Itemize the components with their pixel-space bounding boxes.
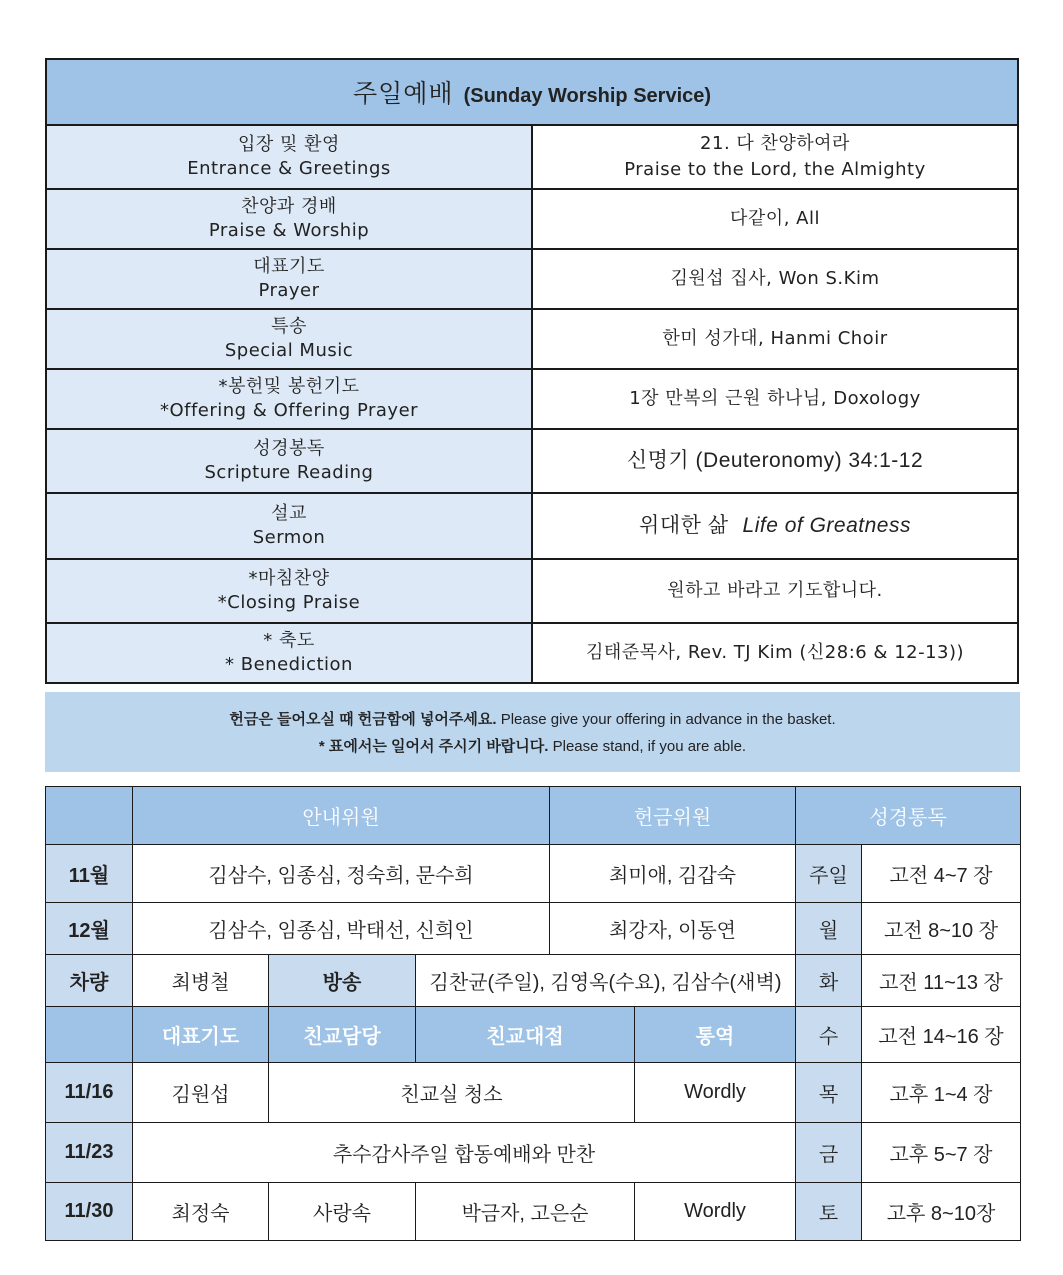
order-value-special-music <box>532 309 1018 369</box>
reading-day: 화 <box>796 955 862 1007</box>
label-en: Prayer <box>258 280 320 301</box>
value-line1: 김태준목사, Rev. TJ Kim (신28:6 & 12-13)) <box>585 642 965 663</box>
notice-line2-en: Please stand, if you are able. <box>552 738 747 755</box>
order-value-prayer <box>532 249 1018 309</box>
subheader-prayer: 대표기도 <box>133 1007 269 1063</box>
subheader-fellowship-host: 친교대접 <box>416 1007 635 1063</box>
value-line2: Praise to the Lord, the Almighty <box>624 159 926 180</box>
order-value-sermon <box>532 493 1018 559</box>
row-label-december: 12월 <box>46 903 133 955</box>
reading-day: 주일 <box>796 845 862 903</box>
value-line1: 김원섭 집사, Won S.Kim <box>670 268 880 289</box>
december-offering: 최강자, 이동연 <box>550 903 796 955</box>
label-ko: 특송 <box>271 316 307 337</box>
reading-text: 고후 1~4 장 <box>862 1063 1021 1123</box>
order-label-scripture <box>46 429 532 493</box>
broadcast-names: 김찬균(주일), 김영옥(수요), 김삼수(새벽) <box>416 955 796 1007</box>
order-value-entrance <box>532 125 1018 189</box>
order-label-benediction <box>46 623 532 683</box>
sermon-title-en: Life of Greatness <box>742 513 911 537</box>
order-label-closing <box>46 559 532 623</box>
row-label-november: 11월 <box>46 845 133 903</box>
order-value-closing <box>532 559 1018 623</box>
order-label-offering <box>46 369 532 429</box>
november-ushers: 김삼수, 임종심, 정숙희, 문수희 <box>133 845 550 903</box>
order-label-prayer <box>46 249 532 309</box>
header-ushers: 안내위원 <box>133 787 550 845</box>
reading-text: 고후 8~10장 <box>862 1183 1021 1241</box>
week-translation: Wordly <box>635 1183 796 1241</box>
order-value-offering <box>532 369 1018 429</box>
label-ko: 성경봉독 <box>253 438 325 459</box>
label-ko: 대표기도 <box>253 256 325 277</box>
week-merged-event: 추수감사주일 합동예배와 만찬 <box>133 1123 796 1183</box>
reading-day: 월 <box>796 903 862 955</box>
value-line1: 신명기 (Deuteronomy) 34:1-12 <box>626 449 924 472</box>
reading-day: 수 <box>796 1007 862 1063</box>
order-value-benediction <box>532 623 1018 683</box>
value-line1: 다같이, All <box>730 208 820 229</box>
reading-day: 토 <box>796 1183 862 1241</box>
december-ushers: 김삼수, 임종심, 박태선, 신희인 <box>133 903 550 955</box>
order-label-entrance <box>46 125 532 189</box>
week-translation: Wordly <box>635 1063 796 1123</box>
row-label-date: 11/16 <box>46 1063 133 1123</box>
label-ko: 찬양과 경배 <box>241 196 337 217</box>
order-label-praise <box>46 189 532 249</box>
week-prayer: 최정숙 <box>133 1183 269 1241</box>
reading-day: 목 <box>796 1063 862 1123</box>
label-ko: 설교 <box>271 503 307 524</box>
title-korean: 주일예배 <box>352 79 454 108</box>
notice-line1-en: Please give your offering in advance in the basket. <box>500 711 836 728</box>
sermon-title-ko: 위대한 삶 <box>639 513 729 537</box>
value-line1: 한미 성가대, Hanmi Choir <box>662 328 888 349</box>
header-bible-reading: 성경통독 <box>796 787 1021 845</box>
order-label-sermon <box>46 493 532 559</box>
order-value-praise <box>532 189 1018 249</box>
label-ko: 입장 및 환영 <box>238 134 340 155</box>
notice-line1-ko: 헌금은 들어오실 때 헌금함에 넣어주세요. <box>229 711 497 728</box>
worship-title <box>46 59 1018 125</box>
label-en: *Closing Praise <box>217 592 361 613</box>
label-ko: *마침찬양 <box>248 568 330 589</box>
label-en: Sermon <box>252 527 326 548</box>
label-en: Special Music <box>224 340 354 361</box>
reading-text: 고전 8~10 장 <box>862 903 1021 955</box>
corner-cell <box>46 787 133 845</box>
reading-text: 고전 11~13 장 <box>862 955 1021 1007</box>
value-line1: 원하고 바라고 기도합니다. <box>667 580 883 601</box>
november-offering: 최미애, 김갑숙 <box>550 845 796 903</box>
reading-text: 고후 5~7 장 <box>862 1123 1021 1183</box>
value-line1: 21. 다 찬양하여라 <box>700 133 850 154</box>
label-en: Praise & Worship <box>208 220 370 241</box>
notice-line-1 <box>45 706 1020 733</box>
week-fellowship-host: 박금자, 고은순 <box>416 1183 635 1241</box>
week-prayer: 김원섭 <box>133 1063 269 1123</box>
order-label-special-music <box>46 309 532 369</box>
offering-notice <box>45 692 1020 772</box>
order-value-scripture <box>532 429 1018 493</box>
notice-line-2 <box>45 733 1020 760</box>
notice-line2-ko: * 표에서는 일어서 주시기 바랍니다. <box>318 738 549 755</box>
subheader-fellowship-lead: 친교담당 <box>269 1007 416 1063</box>
week-fellowship: 친교실 청소 <box>269 1063 635 1123</box>
vehicle-driver: 최병철 <box>133 955 269 1007</box>
subheader-translation: 통역 <box>635 1007 796 1063</box>
value-line1: 1장 만복의 근원 하나님, Doxology <box>629 388 921 409</box>
label-en: Entrance & Greetings <box>187 158 391 179</box>
label-ko: *봉헌및 봉헌기도 <box>218 376 360 397</box>
label-en: *Offering & Offering Prayer <box>159 400 419 421</box>
row-label-date: 11/30 <box>46 1183 133 1241</box>
label-ko: * 축도 <box>263 630 315 651</box>
reading-text: 고전 4~7 장 <box>862 845 1021 903</box>
row-label-date: 11/23 <box>46 1123 133 1183</box>
week-fellowship-lead: 사랑속 <box>269 1183 416 1241</box>
label-en: * Benediction <box>225 654 353 675</box>
broadcast-label: 방송 <box>269 955 416 1007</box>
title-english: (Sunday Worship Service) <box>463 85 712 107</box>
reading-day: 금 <box>796 1123 862 1183</box>
reading-text: 고전 14~16 장 <box>862 1007 1021 1063</box>
row-label-vehicle: 차량 <box>46 955 133 1007</box>
subheader-corner <box>46 1007 133 1063</box>
header-offering: 헌금위원 <box>550 787 796 845</box>
volunteer-schedule-table <box>45 786 1021 1241</box>
label-en: Scripture Reading <box>204 462 374 483</box>
worship-order-table <box>45 58 1019 684</box>
